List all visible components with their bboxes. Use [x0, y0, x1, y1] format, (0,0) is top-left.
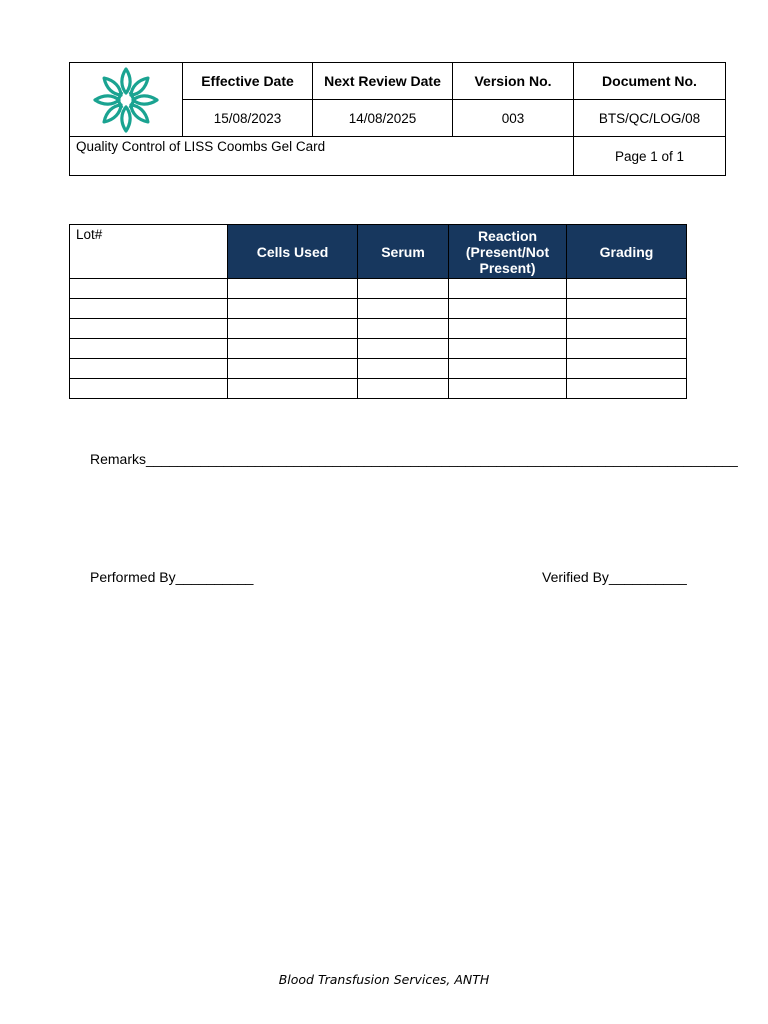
- verified-by-line: Verified By__________: [542, 569, 687, 585]
- qc-table-header-row: [70, 225, 687, 279]
- table-cell[interactable]: [228, 299, 358, 319]
- table-cell[interactable]: [358, 319, 449, 339]
- table-cell[interactable]: [567, 379, 687, 399]
- remarks-line: Remarks____________________________________________________________________________: [90, 451, 738, 467]
- table-cell[interactable]: [228, 379, 358, 399]
- table-cell[interactable]: [567, 279, 687, 299]
- table-row: [70, 279, 687, 299]
- table-cell[interactable]: [449, 339, 567, 359]
- table-cell[interactable]: [228, 279, 358, 299]
- table-cell[interactable]: [567, 339, 687, 359]
- version-no-value: 003: [453, 100, 574, 137]
- serum-header: Serum: [358, 225, 449, 279]
- teal-flower-logo-icon: [91, 65, 161, 135]
- table-cell[interactable]: [70, 279, 228, 299]
- table-cell[interactable]: [567, 359, 687, 379]
- document-no-header: Document No.: [574, 63, 726, 100]
- table-row: [70, 339, 687, 359]
- table-cell[interactable]: [70, 299, 228, 319]
- page-number: Page 1 of 1: [574, 137, 726, 176]
- performed-by-line: Performed By__________: [90, 569, 254, 585]
- table-cell[interactable]: [70, 339, 228, 359]
- document-title: Quality Control of LISS Coombs Gel Card: [70, 137, 574, 176]
- qc-log-table: [69, 224, 687, 399]
- table-cell[interactable]: [70, 379, 228, 399]
- table-cell[interactable]: [228, 319, 358, 339]
- table-cell[interactable]: [358, 359, 449, 379]
- page-footer: Blood Transfusion Services, ANTH: [278, 972, 490, 987]
- effective-date-header: Effective Date: [183, 63, 313, 100]
- next-review-date-value: 14/08/2025: [313, 100, 453, 137]
- table-cell[interactable]: [449, 379, 567, 399]
- reaction-header: Reaction (Present/Not Present): [449, 225, 567, 279]
- table-cell[interactable]: [228, 339, 358, 359]
- table-row: [70, 359, 687, 379]
- table-cell[interactable]: [449, 359, 567, 379]
- table-cell[interactable]: [358, 299, 449, 319]
- table-cell[interactable]: [358, 379, 449, 399]
- version-no-header: Version No.: [453, 63, 574, 100]
- document-no-value: BTS/QC/LOG/08: [574, 100, 726, 137]
- table-cell[interactable]: [358, 279, 449, 299]
- table-cell[interactable]: [567, 319, 687, 339]
- table-cell[interactable]: [449, 299, 567, 319]
- table-cell[interactable]: [70, 319, 228, 339]
- table-row: [70, 299, 687, 319]
- lot-header: Lot#: [70, 225, 228, 279]
- table-cell[interactable]: [70, 359, 228, 379]
- next-review-date-header: Next Review Date: [313, 63, 453, 100]
- logo-cell: [70, 63, 183, 137]
- effective-date-value: 15/08/2023: [183, 100, 313, 137]
- grading-header: Grading: [567, 225, 687, 279]
- cells-used-header: Cells Used: [228, 225, 358, 279]
- table-row: [70, 319, 687, 339]
- document-header-table: [69, 62, 726, 176]
- table-cell[interactable]: [358, 339, 449, 359]
- table-row: [70, 379, 687, 399]
- table-cell[interactable]: [449, 279, 567, 299]
- table-cell[interactable]: [567, 299, 687, 319]
- table-cell[interactable]: [449, 319, 567, 339]
- table-cell[interactable]: [228, 359, 358, 379]
